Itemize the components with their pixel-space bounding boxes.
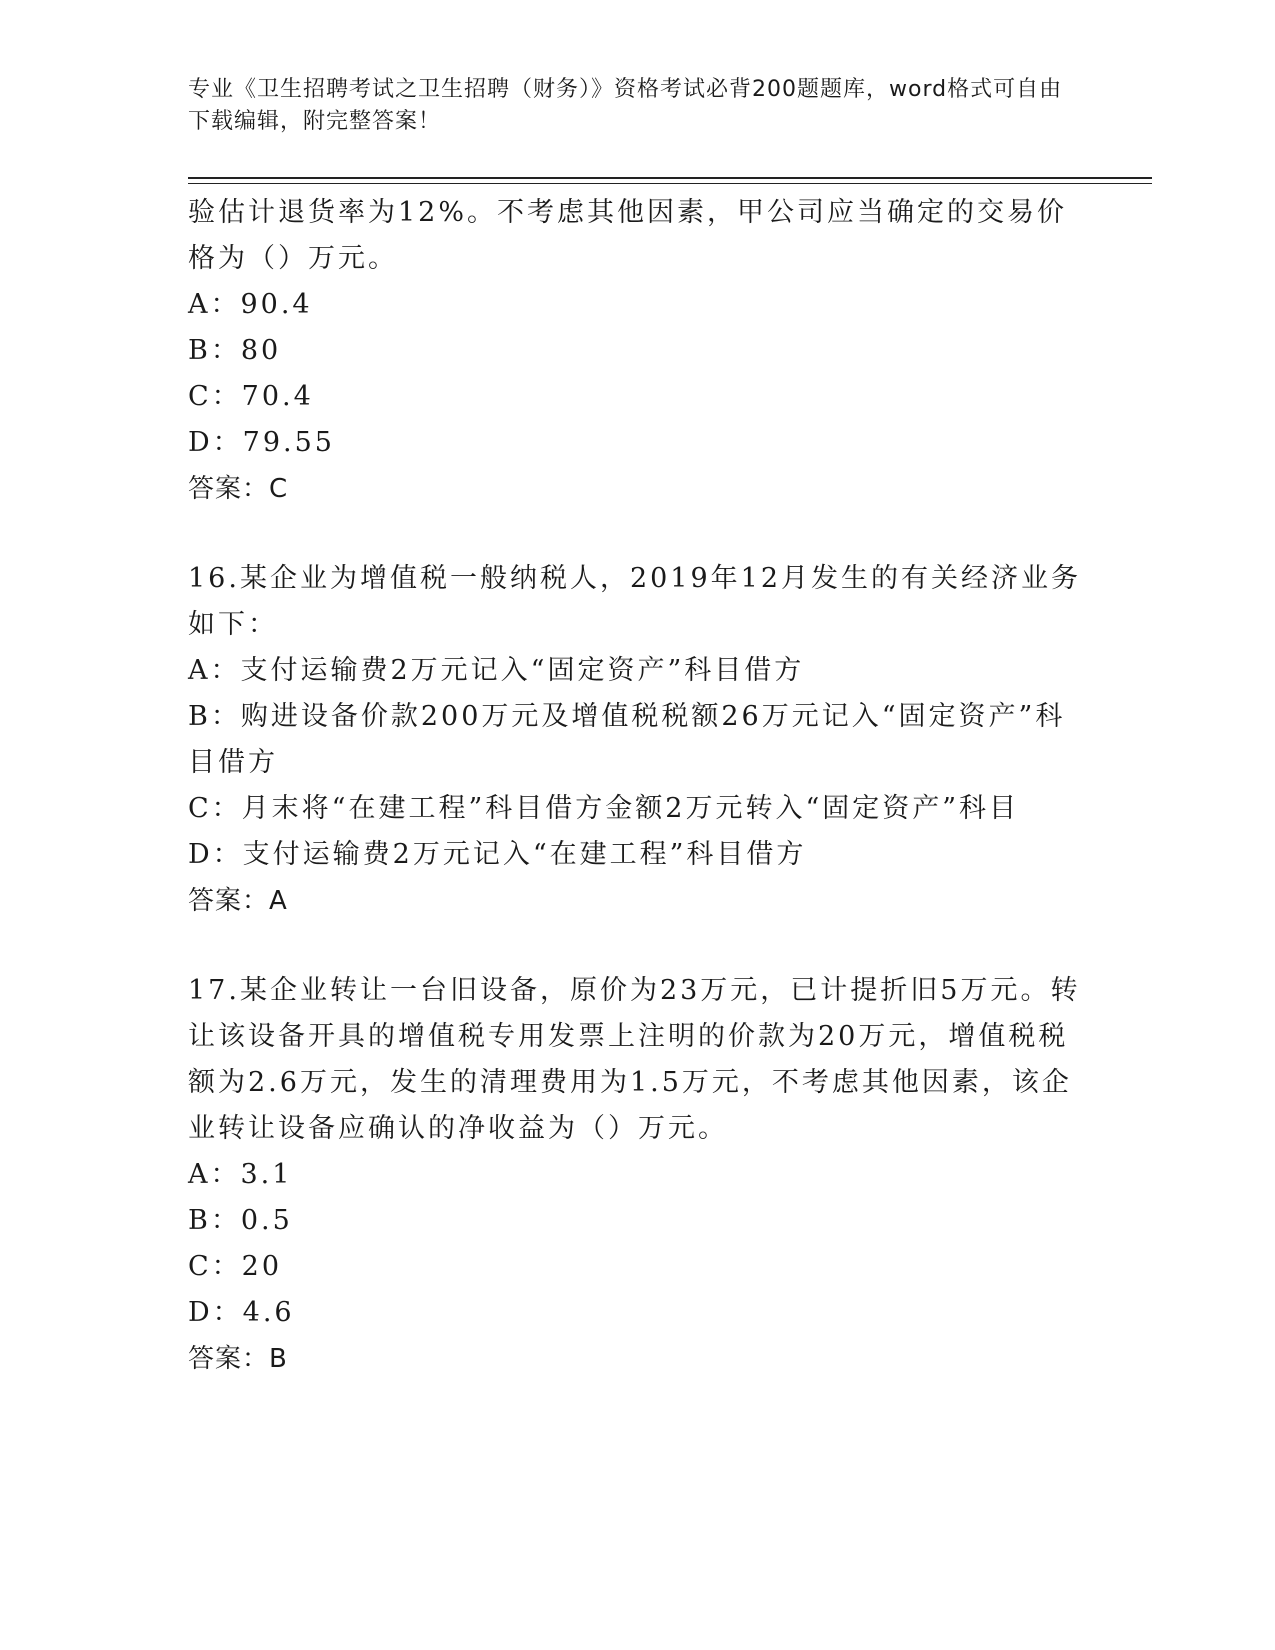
question-stem: 验估计退货率为12%。不考虑其他因素，甲公司应当确定的交易价格为（）万元。 bbox=[188, 197, 1068, 274]
question-continued bbox=[188, 190, 1088, 512]
header-divider-thin bbox=[188, 183, 1152, 184]
option-d: D：4.6 bbox=[188, 1297, 295, 1328]
option-c: C：月末将“在建工程”科目借方金额2万元转入“固定资产”科目 bbox=[188, 793, 1020, 824]
option-c: C：20 bbox=[188, 1251, 283, 1282]
question-list bbox=[188, 190, 1088, 1382]
option-a: A：90.4 bbox=[188, 289, 313, 320]
option-b: B：购进设备价款200万元及增值税税额26万元记入“固定资产”科目借方 bbox=[188, 701, 1066, 778]
answer: 答案：A bbox=[188, 886, 288, 916]
option-d: D：支付运输费2万元记入“在建工程”科目借方 bbox=[188, 839, 807, 870]
option-b: B：0.5 bbox=[188, 1205, 293, 1236]
option-a: A：3.1 bbox=[188, 1159, 293, 1190]
option-b: B：80 bbox=[188, 335, 282, 366]
option-d: D：79.55 bbox=[188, 427, 335, 458]
document-header: 专业《卫生招聘考试之卫生招聘（财务）》资格考试必背200题题库，word格式可自由下载编辑，附完整答案！ bbox=[188, 77, 1063, 134]
answer: 答案：B bbox=[188, 1344, 288, 1374]
question-17 bbox=[188, 968, 1088, 1382]
option-c: C：70.4 bbox=[188, 381, 314, 412]
header-divider-thick bbox=[188, 177, 1152, 179]
question-stem: 16.某企业为增值税一般纳税人，2019年12月发生的有关经济业务如下： bbox=[188, 563, 1082, 640]
question-stem: 17.某企业转让一台旧设备，原价为23万元，已计提折旧5万元。转让该设备开具的增值税专用发票上注明的价款为20万元，增值税税额为2.6万元，发生的清理费用为1.5万元，不考虑其他因素，该企业转让设备应确认的净收益为（）万元。 bbox=[188, 975, 1081, 1144]
question-16 bbox=[188, 556, 1088, 924]
option-a: A：支付运输费2万元记入“固定资产”科目借方 bbox=[188, 655, 805, 686]
answer: 答案：C bbox=[188, 474, 289, 504]
